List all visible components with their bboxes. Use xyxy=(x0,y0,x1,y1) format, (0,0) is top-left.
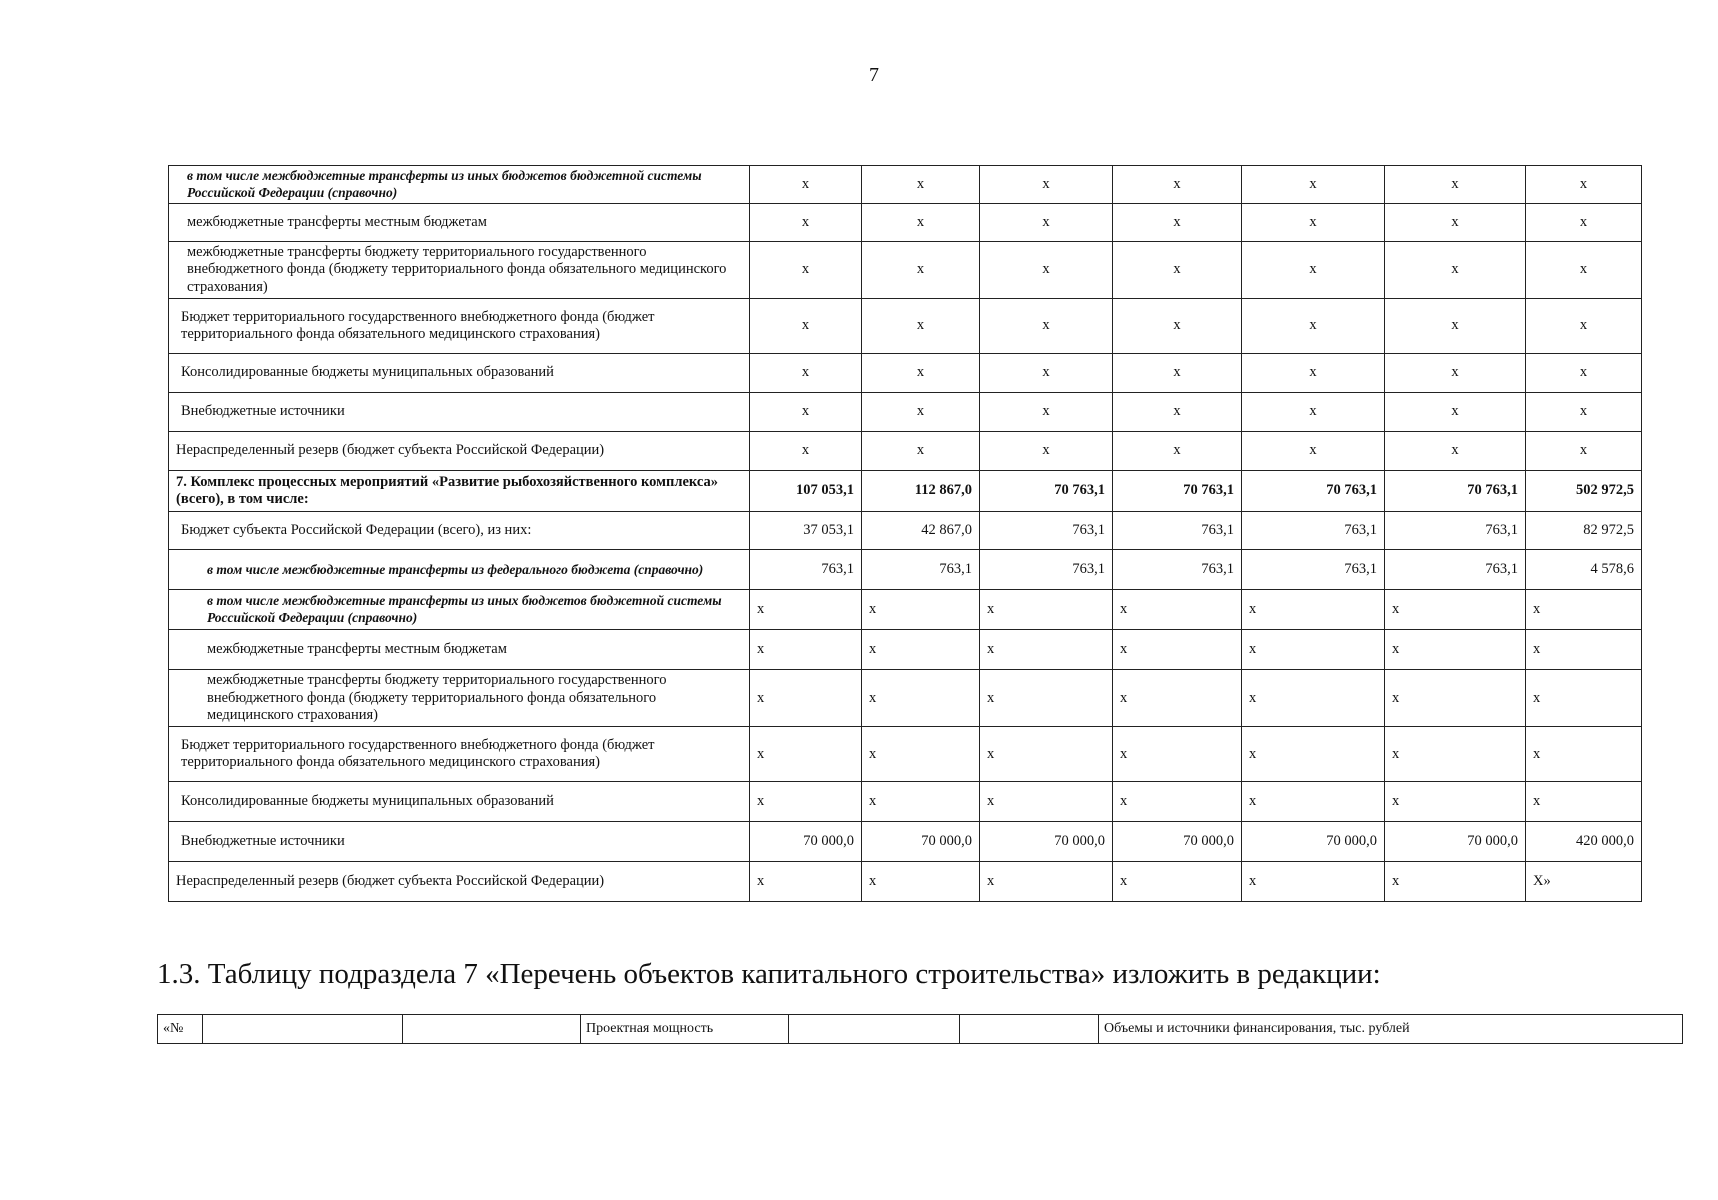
value-cell: x xyxy=(862,590,980,630)
value-cell: 70 000,0 xyxy=(980,822,1113,862)
value-cell: x xyxy=(750,166,862,204)
value-cell: x xyxy=(862,166,980,204)
value-cell: x xyxy=(1385,670,1526,727)
table-row xyxy=(169,299,1642,354)
row-label: межбюджетные трансферты бюджету территориального государственного внебюджетного фонда (бюджету территориального фонда обязательного медицинского страхования) xyxy=(169,242,750,299)
value-cell: x xyxy=(862,670,980,727)
table-row xyxy=(169,471,1642,512)
value-cell: 37 053,1 xyxy=(750,512,862,550)
value-cell: x xyxy=(1385,782,1526,822)
value-cell: x xyxy=(750,393,862,432)
value-cell: 70 000,0 xyxy=(1113,822,1242,862)
value-cell: x xyxy=(862,782,980,822)
capital-construction-table-header xyxy=(157,1014,1683,1044)
value-cell: 70 763,1 xyxy=(980,471,1113,512)
sub-cell-financing-volumes: Объемы и источники финансирования, тыс. рублей xyxy=(1099,1015,1683,1044)
value-cell: x xyxy=(1113,590,1242,630)
table-row xyxy=(169,166,1642,204)
value-cell: 763,1 xyxy=(1113,550,1242,590)
table-row xyxy=(169,630,1642,670)
value-cell: x xyxy=(1113,432,1242,471)
row-label: Консолидированные бюджеты муниципальных образований xyxy=(169,354,750,393)
value-cell: x xyxy=(750,862,862,902)
row-label: Бюджет субъекта Российской Федерации (всего), из них: xyxy=(169,512,750,550)
row-label: Консолидированные бюджеты муниципальных образований xyxy=(169,782,750,822)
value-cell: x xyxy=(1242,727,1385,782)
row-label: Внебюджетные источники xyxy=(169,822,750,862)
value-cell: 420 000,0 xyxy=(1526,822,1642,862)
value-cell: x xyxy=(1242,242,1385,299)
value-cell: 112 867,0 xyxy=(862,471,980,512)
value-cell: x xyxy=(980,590,1113,630)
value-cell: x xyxy=(1385,630,1526,670)
value-cell: x xyxy=(1242,166,1385,204)
value-cell: x xyxy=(750,727,862,782)
value-cell: x xyxy=(1526,204,1642,242)
value-cell: 763,1 xyxy=(750,550,862,590)
value-cell: x xyxy=(862,630,980,670)
value-cell: x xyxy=(1385,727,1526,782)
financing-table xyxy=(168,165,1642,902)
value-cell: x xyxy=(980,299,1113,354)
value-cell: x xyxy=(980,630,1113,670)
table-row xyxy=(169,242,1642,299)
page-number: 7 xyxy=(869,64,879,86)
value-cell: x xyxy=(1113,242,1242,299)
value-cell: x xyxy=(750,242,862,299)
section-heading: 1.3. Таблицу подраздела 7 «Перечень объектов капитального строительства» изложить в редакции: xyxy=(157,958,1381,990)
value-cell: x xyxy=(1526,166,1642,204)
value-cell: x xyxy=(1385,393,1526,432)
value-cell: x xyxy=(1526,630,1642,670)
value-cell: 70 000,0 xyxy=(862,822,980,862)
value-cell: x xyxy=(750,354,862,393)
value-cell: x xyxy=(862,862,980,902)
value-cell: x xyxy=(1526,670,1642,727)
value-cell: x xyxy=(1242,630,1385,670)
value-cell: 82 972,5 xyxy=(1526,512,1642,550)
value-cell: x xyxy=(750,670,862,727)
value-cell: 4 578,6 xyxy=(1526,550,1642,590)
value-cell: x xyxy=(1526,432,1642,471)
value-cell: 502 972,5 xyxy=(1526,471,1642,512)
value-cell: x xyxy=(1113,204,1242,242)
value-cell: x xyxy=(980,242,1113,299)
value-cell: x xyxy=(750,432,862,471)
value-cell: x xyxy=(1113,782,1242,822)
value-cell: 70 000,0 xyxy=(1385,822,1526,862)
table-row xyxy=(169,393,1642,432)
value-cell: x xyxy=(1242,782,1385,822)
value-cell: x xyxy=(1385,166,1526,204)
value-cell: 70 763,1 xyxy=(1385,471,1526,512)
value-cell: x xyxy=(1242,204,1385,242)
value-cell: x xyxy=(1242,354,1385,393)
value-cell: x xyxy=(862,354,980,393)
value-cell: 42 867,0 xyxy=(862,512,980,550)
value-cell: 70 000,0 xyxy=(1242,822,1385,862)
value-cell: x xyxy=(1526,393,1642,432)
value-cell: x xyxy=(1385,354,1526,393)
value-cell: x xyxy=(1385,204,1526,242)
value-cell: 763,1 xyxy=(862,550,980,590)
value-cell: 763,1 xyxy=(1385,550,1526,590)
value-cell: x xyxy=(862,393,980,432)
value-cell: x xyxy=(750,204,862,242)
value-cell: x xyxy=(750,630,862,670)
value-cell: x xyxy=(862,299,980,354)
table-row xyxy=(169,432,1642,471)
value-cell: x xyxy=(1113,393,1242,432)
value-cell: X» xyxy=(1526,862,1642,902)
row-label: в том числе межбюджетные трансферты из иных бюджетов бюджетной системы Российской Федерации (справочно) xyxy=(169,590,750,630)
row-label: Нераспределенный резерв (бюджет субъекта Российской Федерации) xyxy=(169,432,750,471)
value-cell: x xyxy=(980,670,1113,727)
row-label: межбюджетные трансферты бюджету территориального государственного внебюджетного фонда (бюджету территориального фонда обязательного медицинского страхования) xyxy=(169,670,750,727)
value-cell: 763,1 xyxy=(1385,512,1526,550)
value-cell: x xyxy=(750,299,862,354)
value-cell: 70 763,1 xyxy=(1242,471,1385,512)
value-cell: x xyxy=(1526,354,1642,393)
value-cell: x xyxy=(1526,299,1642,354)
row-label: в том числе межбюджетные трансферты из федерального бюджета (справочно) xyxy=(169,550,750,590)
value-cell: 70 763,1 xyxy=(1113,471,1242,512)
table-row xyxy=(169,354,1642,393)
value-cell: 70 000,0 xyxy=(750,822,862,862)
value-cell: 763,1 xyxy=(980,550,1113,590)
row-label: в том числе межбюджетные трансферты из иных бюджетов бюджетной системы Российской Федерации (справочно) xyxy=(169,166,750,204)
table-row xyxy=(169,727,1642,782)
value-cell: x xyxy=(1242,862,1385,902)
value-cell: x xyxy=(1526,242,1642,299)
sub-cell-empty xyxy=(403,1015,581,1044)
value-cell: x xyxy=(1242,670,1385,727)
value-cell: x xyxy=(862,727,980,782)
value-cell: x xyxy=(1526,782,1642,822)
value-cell: x xyxy=(1113,727,1242,782)
value-cell: x xyxy=(980,782,1113,822)
value-cell: 763,1 xyxy=(1113,512,1242,550)
value-cell: x xyxy=(862,432,980,471)
value-cell: 763,1 xyxy=(1242,550,1385,590)
table-row xyxy=(169,204,1642,242)
value-cell: x xyxy=(1385,299,1526,354)
value-cell: x xyxy=(1113,862,1242,902)
value-cell: x xyxy=(980,393,1113,432)
row-label: межбюджетные трансферты местным бюджетам xyxy=(169,630,750,670)
value-cell: x xyxy=(980,727,1113,782)
value-cell: x xyxy=(1113,630,1242,670)
row-label: Внебюджетные источники xyxy=(169,393,750,432)
row-label: Бюджет территориального государственного внебюджетного фонда (бюджет территориального фонда обязательного медицинского страхования) xyxy=(169,727,750,782)
sub-cell-empty xyxy=(203,1015,403,1044)
value-cell: x xyxy=(1113,166,1242,204)
value-cell: x xyxy=(1242,299,1385,354)
row-label: Бюджет территориального государственного внебюджетного фонда (бюджет территориального фонда обязательного медицинского страхования) xyxy=(169,299,750,354)
value-cell: x xyxy=(862,242,980,299)
value-cell: x xyxy=(980,432,1113,471)
value-cell: x xyxy=(1242,590,1385,630)
value-cell: x xyxy=(1242,393,1385,432)
value-cell: x xyxy=(1385,862,1526,902)
value-cell: 763,1 xyxy=(980,512,1113,550)
value-cell: x xyxy=(980,862,1113,902)
value-cell: x xyxy=(1385,242,1526,299)
sub-cell-empty xyxy=(789,1015,960,1044)
value-cell: x xyxy=(980,204,1113,242)
row-label: 7. Комплекс процессных мероприятий «Развитие рыбохозяйственного комплекса» (всего), в том числе: xyxy=(169,471,750,512)
value-cell: x xyxy=(862,204,980,242)
sub-cell-design-capacity: Проектная мощность xyxy=(581,1015,789,1044)
value-cell: x xyxy=(1385,432,1526,471)
value-cell: 763,1 xyxy=(1242,512,1385,550)
table-row xyxy=(169,670,1642,727)
sub-cell-number: «№ xyxy=(158,1015,203,1044)
table-row xyxy=(169,550,1642,590)
table-row xyxy=(169,512,1642,550)
row-label: межбюджетные трансферты местным бюджетам xyxy=(169,204,750,242)
value-cell: x xyxy=(1526,590,1642,630)
sub-cell-empty xyxy=(960,1015,1099,1044)
table-row xyxy=(169,782,1642,822)
table-row xyxy=(169,590,1642,630)
value-cell: x xyxy=(1526,727,1642,782)
value-cell: x xyxy=(980,166,1113,204)
value-cell: x xyxy=(1113,670,1242,727)
value-cell: x xyxy=(1113,299,1242,354)
value-cell: x xyxy=(1242,432,1385,471)
sub-table-header-row xyxy=(158,1015,1683,1044)
value-cell: x xyxy=(750,590,862,630)
table-row xyxy=(169,862,1642,902)
value-cell: x xyxy=(1385,590,1526,630)
row-label: Нераспределенный резерв (бюджет субъекта Российской Федерации) xyxy=(169,862,750,902)
value-cell: x xyxy=(1113,354,1242,393)
table-row xyxy=(169,822,1642,862)
value-cell: x xyxy=(980,354,1113,393)
value-cell: x xyxy=(750,782,862,822)
value-cell: 107 053,1 xyxy=(750,471,862,512)
